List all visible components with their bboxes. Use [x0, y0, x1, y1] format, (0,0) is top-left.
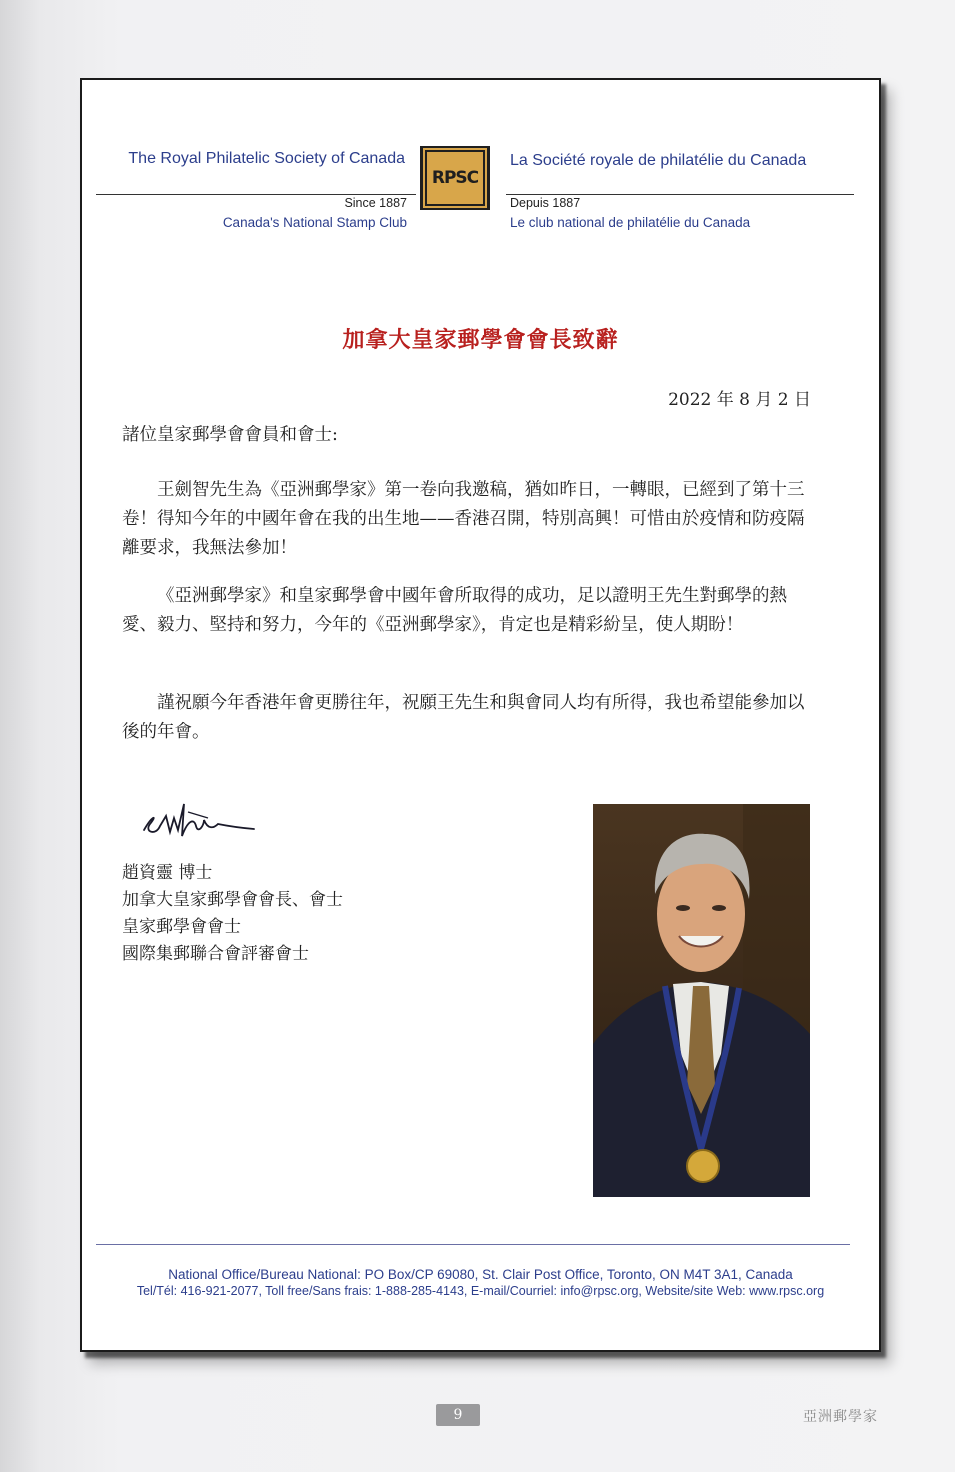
letter-title: 加拿大皇家郵學會會長致辭: [342, 327, 619, 353]
president-portrait-photo: [593, 804, 810, 1197]
header-divider-right: [506, 194, 854, 195]
signer-title-1: 加拿大皇家郵學會會長、會士: [122, 890, 343, 910]
club-tagline-english: Canada's National Stamp Club: [222, 215, 407, 230]
footer-contact: Tel/Tél: 416-921-2077, Toll free/Sans frais: 1-888-285-4143, E-mail/Courriel: info@rpsc.org, Website/site Web: www.rpsc.org: [136, 1284, 825, 1298]
page-number: 9: [436, 1404, 480, 1426]
signer-block: [122, 860, 343, 968]
since-year-english: Since 1887: [344, 196, 407, 210]
rpsc-logo-text: RPSC: [431, 168, 479, 188]
footer-address: National Office/Bureau National: PO Box/CP 69080, St. Clair Post Office, Toronto, ON M4T 3A1, Canada: [168, 1267, 793, 1282]
signer-title-3: 國際集郵聯合會評審會士: [122, 944, 309, 964]
header-divider-left: [96, 194, 416, 195]
rpsc-logo: [420, 146, 490, 210]
footer-divider: [96, 1244, 850, 1245]
signer-title-2: 皇家郵學會會士: [122, 917, 241, 937]
signer-name: 趙資靈 博士: [122, 863, 213, 883]
club-tagline-french: Le club national de philatélie du Canada: [510, 215, 751, 230]
letter-sheet: [80, 78, 881, 1352]
handwritten-signature: [138, 796, 258, 844]
since-year-french: Depuis 1887: [510, 196, 581, 210]
salutation: 諸位皇家郵學會會員和會士:: [122, 425, 338, 445]
running-title: 亞洲郵學家: [803, 1409, 878, 1425]
society-name-french: La Société royale de philatélie du Canada: [510, 152, 807, 169]
paragraph-1: 王劍智先生為《亞洲郵學家》第一卷向我邀稿，猶如昨日，一轉眼，已經到了第十三卷！得知今年的中國年會在我的出生地——香港召開，特別高興！可惜由於疫情和防疫隔離要求，我無法參加！: [122, 480, 805, 558]
society-name-english: The Royal Philatelic Society of Canada: [128, 150, 405, 167]
paragraph-2: 《亞洲郵學家》和皇家郵學會中國年會所取得的成功，足以證明王先生對郵學的熱愛、毅力、堅持和努力，今年的《亞洲郵學家》，肯定也是精彩紛呈，使人期盼！: [122, 586, 787, 635]
paragraph-3: 謹祝願今年香港年會更勝往年，祝願王先生和與會同人均有所得，我也希望能參加以後的年會。: [122, 693, 805, 742]
letter-date: 2022 年 8 月 2 日: [668, 390, 811, 410]
